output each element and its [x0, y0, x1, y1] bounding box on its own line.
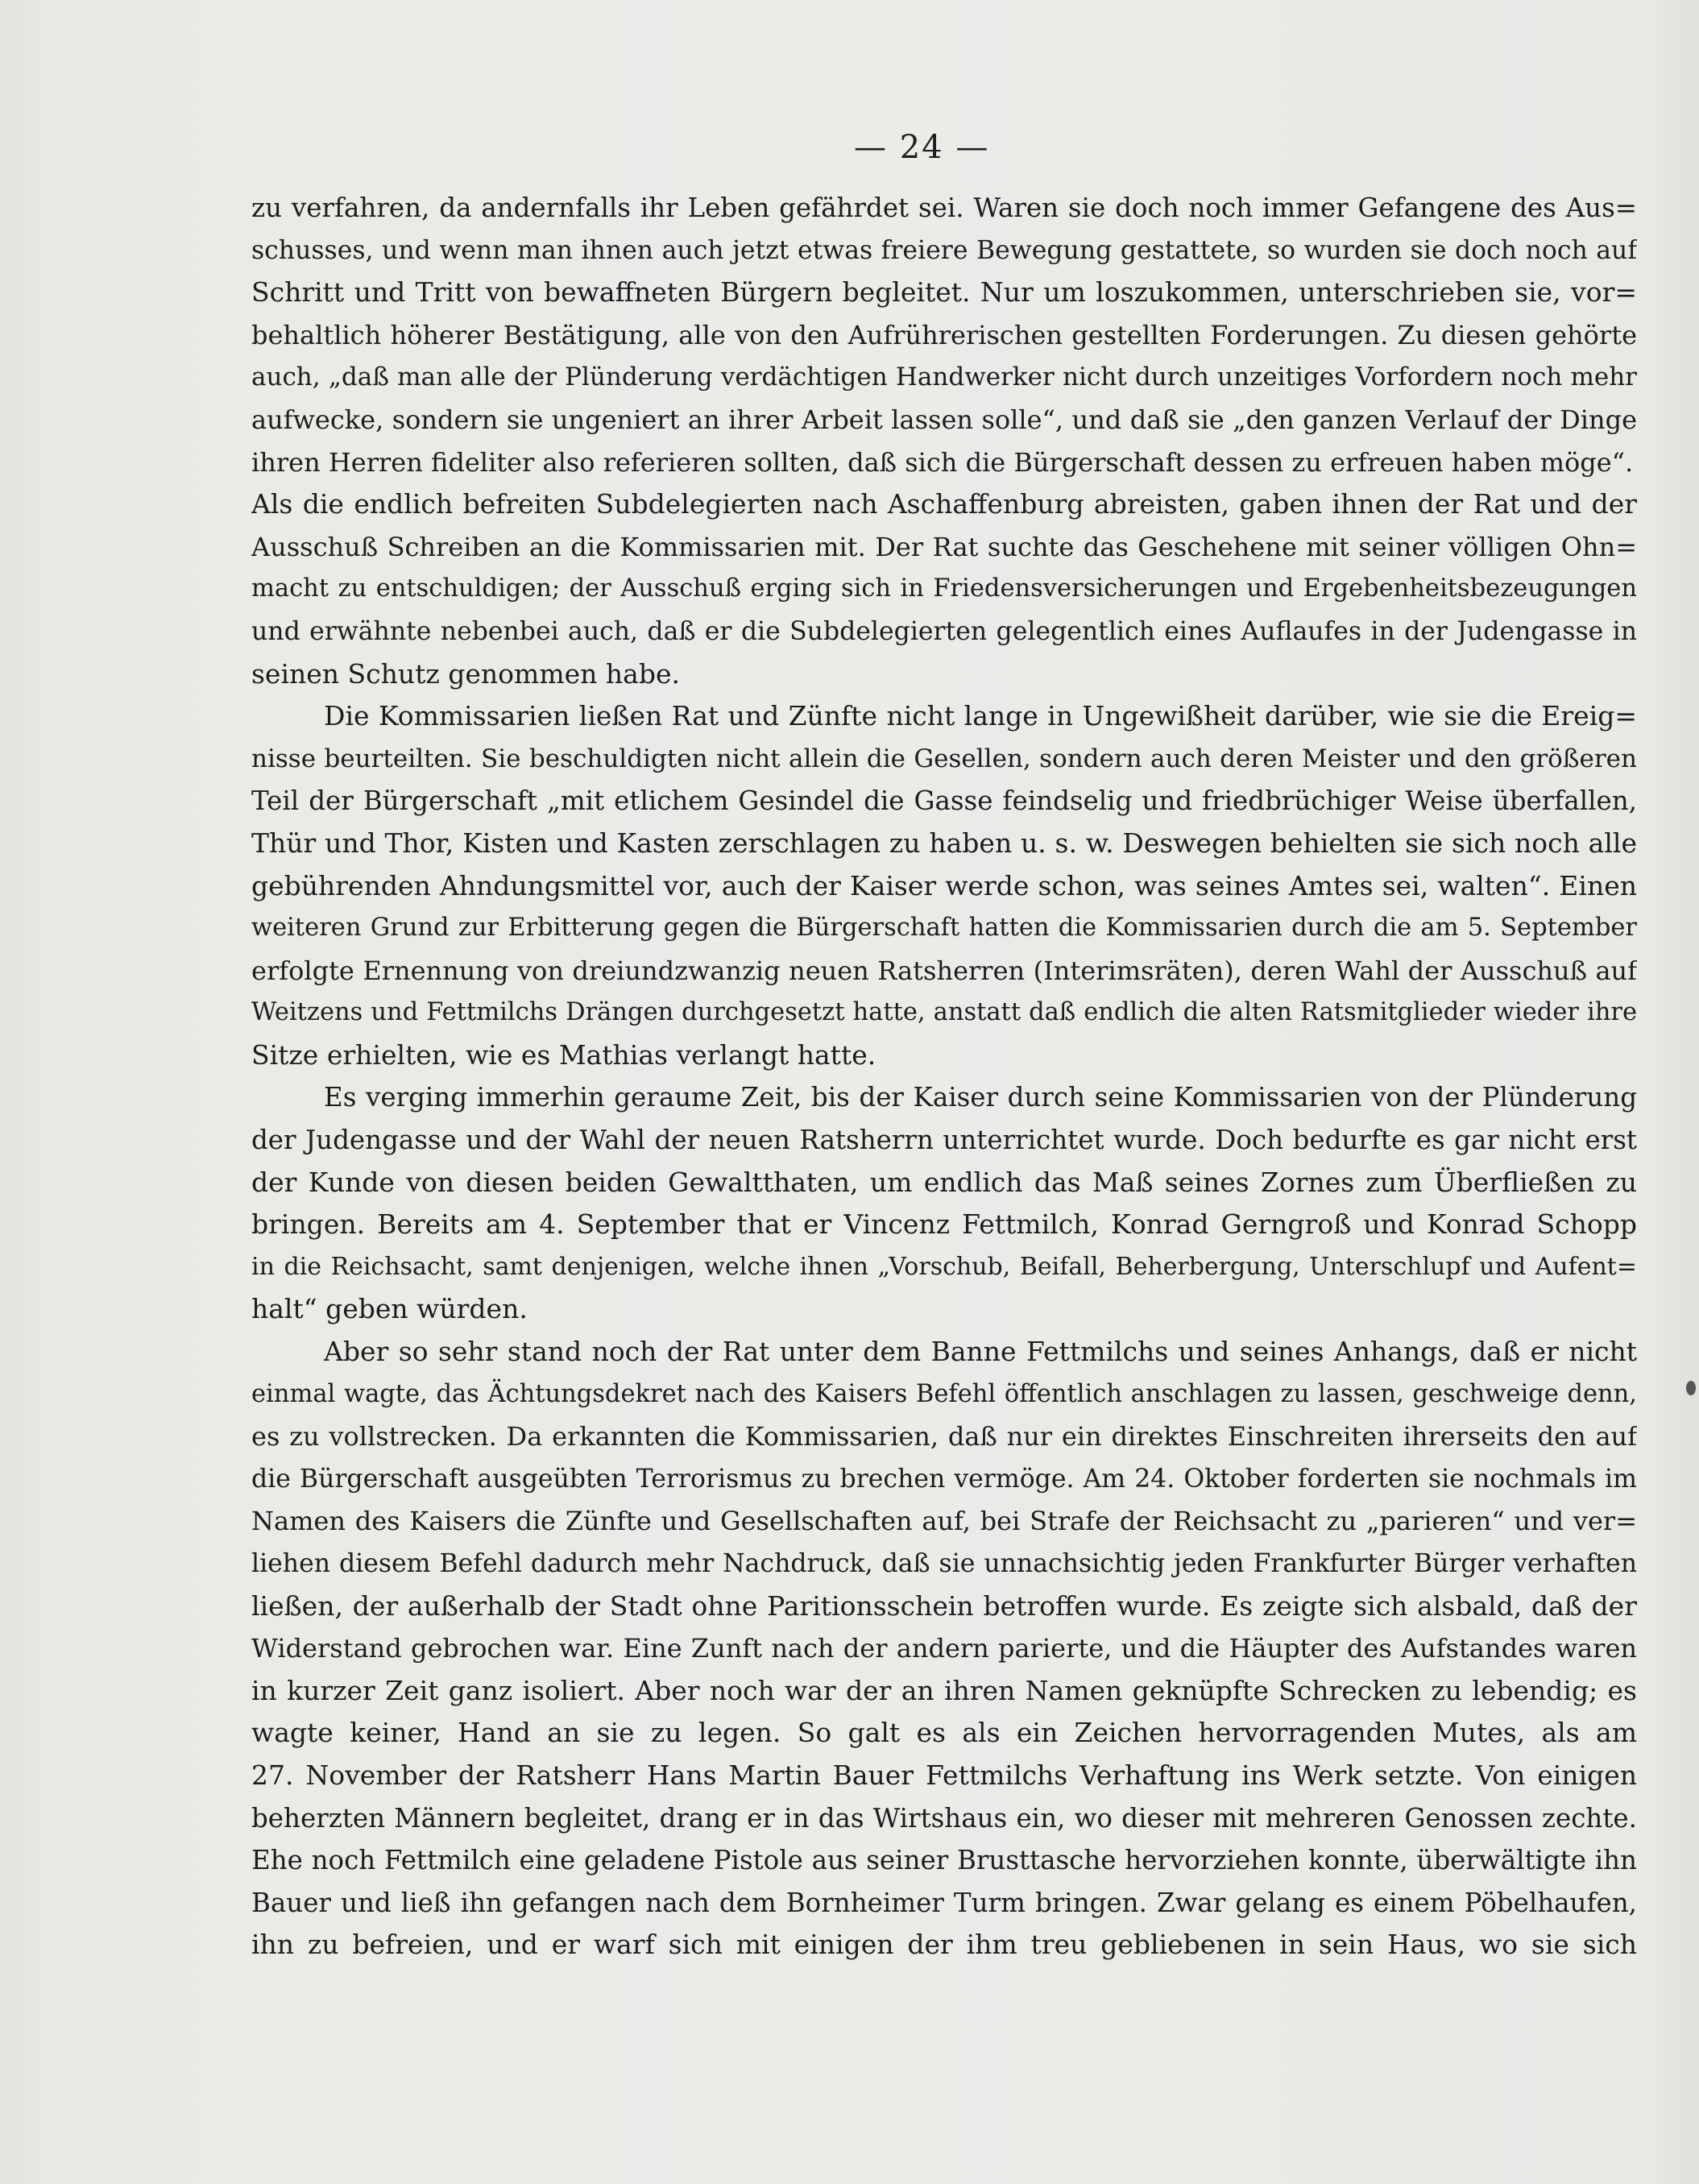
text-line: es zu vollstrecken. Da erkannten die Kommissarien, daß nur ein direktes Einschreiten ihrerseits den auf — [251, 1421, 1637, 1453]
text-line: Weitzens und Fettmilchs Drängen durchgesetzt hatte, anstatt daß endlich die alten Ratsmitglieder wieder ihre — [251, 998, 1637, 1027]
text-line: Widerstand gebrochen war. Eine Zunft nach der andern parierte, und die Häupter des Aufstandes waren — [251, 1633, 1637, 1664]
text-line: nisse beurteilten. Sie beschuldigten nicht allein die Gesellen, sondern auch deren Meister und den größeren — [251, 744, 1637, 773]
text-line: seinen Schutz genommen habe. — [251, 657, 680, 690]
text-line: die Bürgerschaft ausgeübten Terrorismus zu brechen vermöge. Am 24. Oktober forderten sie nochmals im — [251, 1464, 1637, 1494]
text-line: Teil der Bürgerschaft „mit etlichem Gesindel die Gasse feindselig und friedbrüchiger Weise überfallen, — [251, 785, 1637, 817]
text-line: schusses, und wenn man ihnen auch jetzt etwas freiere Bewegung gestattete, so wurden sie doch noch auf — [251, 235, 1637, 265]
text-line: 27. November der Ratsherr Hans Martin Bauer Fettmilchs Verhaftung ins Werk setzte. Von einigen — [251, 1759, 1637, 1791]
text-line: zu verfahren, da andernfalls ihr Leben gefährdet sei. Waren sie doch noch immer Gefangene des Aus= — [251, 193, 1637, 223]
text-line: Schritt und Tritt von bewaffneten Bürgern begleitet. Nur um loszukommen, unterschrieben sie, vor= — [251, 276, 1637, 309]
text-line: der Kunde von diesen beiden Gewaltthaten, um endlich das Maß seines Zornes zum Überfließen zu — [251, 1166, 1637, 1198]
text-line: behaltlich höherer Bestätigung, alle von den Aufrührerischen gestellten Forderungen. Zu diesen gehörte — [251, 319, 1637, 350]
text-line: aufwecke, sondern sie ungeniert an ihrer Arbeit lassen solle“, und daß sie „den ganzen Verlauf der Dinge — [251, 404, 1637, 435]
text-line: Aber so sehr stand noch der Rat unter dem Banne Fettmilchs und seines Anhangs, daß er nicht — [324, 1336, 1637, 1368]
text-line: Die Kommissarien ließen Rat und Zünfte nicht lange in Ungewißheit darüber, wie sie die Ereig= — [324, 700, 1637, 732]
text-line: Ausschuß Schreiben an die Kommissarien mit. Der Rat suchte das Geschehene mit seiner völligen Ohn= — [251, 531, 1637, 562]
text-line: ihren Herren fideliter also referieren sollten, daß sich die Bürgerschaft dessen zu erfreuen haben möge“. — [251, 446, 1634, 478]
text-line: bringen. Bereits am 4. September that er Vincenz Fettmilch, Konrad Gerngroß und Konrad Schopp — [251, 1208, 1637, 1241]
text-line: und erwähnte nebenbei auch, daß er die Subdelegierten gelegentlich eines Auflaufes in der Judengasse in — [251, 616, 1637, 646]
text-line: Namen des Kaisers die Zünfte und Gesellschaften auf, bei Strafe der Reichsacht zu „parieren“ und ver= — [251, 1506, 1637, 1537]
text-line: in kurzer Zeit ganz isoliert. Aber noch war der an ihren Namen geknüpfte Schrecken zu lebendig; es — [251, 1674, 1637, 1706]
text-line: Sitze erhielten, wie es Mathias verlangt hatte. — [251, 1038, 876, 1071]
text-line: Bauer und ließ ihn gefangen nach dem Bornheimer Turm bringen. Zwar gelang es einem Pöbelhaufen, — [251, 1887, 1637, 1918]
ink-spot — [1686, 1381, 1696, 1395]
text-line: Ehe noch Fettmilch eine geladene Pistole aus seiner Brusttasche hervorziehen konnte, überwältigte ihn — [251, 1845, 1637, 1876]
text-line: weiteren Grund zur Erbitterung gegen die Bürgerschaft hatten die Kommissarien durch die am 5. September — [251, 914, 1637, 943]
text-line: halt“ geben würden. — [251, 1293, 528, 1325]
text-line: auch, „daß man alle der Plünderung verdächtigen Handwerker nicht durch unzeitiges Vorfordern noch mehr — [251, 363, 1637, 392]
text-line: erfolgte Ernennung von dreiundzwanzig neuen Ratsherren (Interimsräten), deren Wahl der Ausschuß auf — [251, 955, 1637, 986]
text-line: Als die endlich befreiten Subdelegierten nach Aschaffenburg abreisten, gaben ihnen der Rat und der — [251, 488, 1637, 520]
text-line: in die Reichsacht, samt denjenigen, welche ihnen „Vorschub, Beifall, Beherbergung, Unterschlupf und Aufent= — [251, 1252, 1637, 1281]
text-line: gebührenden Ahndungsmittel vor, auch der Kaiser werde schon, was seines Amtes sei, walten“. Einen — [251, 869, 1637, 901]
text-line: Thür und Thor, Kisten und Kasten zerschlagen zu haben u. s. w. Deswegen behielten sie sich noch alle — [251, 827, 1637, 859]
body-text — [251, 187, 1637, 1966]
text-line: wagte keiner, Hand an sie zu legen. So galt es als ein Zeichen hervorragenden Mutes, als am — [251, 1717, 1637, 1749]
text-line: liehen diesem Befehl dadurch mehr Nachdruck, daß sie unnachsichtig jeden Frankfurter Bürger verhaften — [251, 1549, 1637, 1578]
text-line: Es verging immerhin geraume Zeit, bis der Kaiser durch seine Kommissarien von der Plünderung — [324, 1082, 1637, 1113]
text-line: ließen, der außerhalb der Stadt ohne Paritionsschein betroffen wurde. Es zeigte sich alsbald, daß der — [251, 1589, 1637, 1622]
text-line: macht zu entschuldigen; der Ausschuß erging sich in Friedensversicherungen und Ergebenheitsbezeugungen — [251, 574, 1637, 603]
page-number: — 24 — — [854, 129, 990, 166]
text-line: ihn zu befreien, und er warf sich mit einigen der ihm treu gebliebenen in sein Haus, wo sie sich — [251, 1929, 1637, 1961]
text-line: einmal wagte, das Ächtungsdekret nach des Kaisers Befehl öffentlich anschlagen zu lassen, geschweige denn, — [251, 1379, 1637, 1408]
text-line: beherzten Männern begleitet, drang er in das Wirtshaus ein, wo dieser mit mehreren Genossen zechte. — [251, 1802, 1637, 1834]
text-line: der Judengasse und der Wahl der neuen Ratsherrn unterrichtet wurde. Doch bedurfte es gar nicht erst — [251, 1125, 1637, 1156]
